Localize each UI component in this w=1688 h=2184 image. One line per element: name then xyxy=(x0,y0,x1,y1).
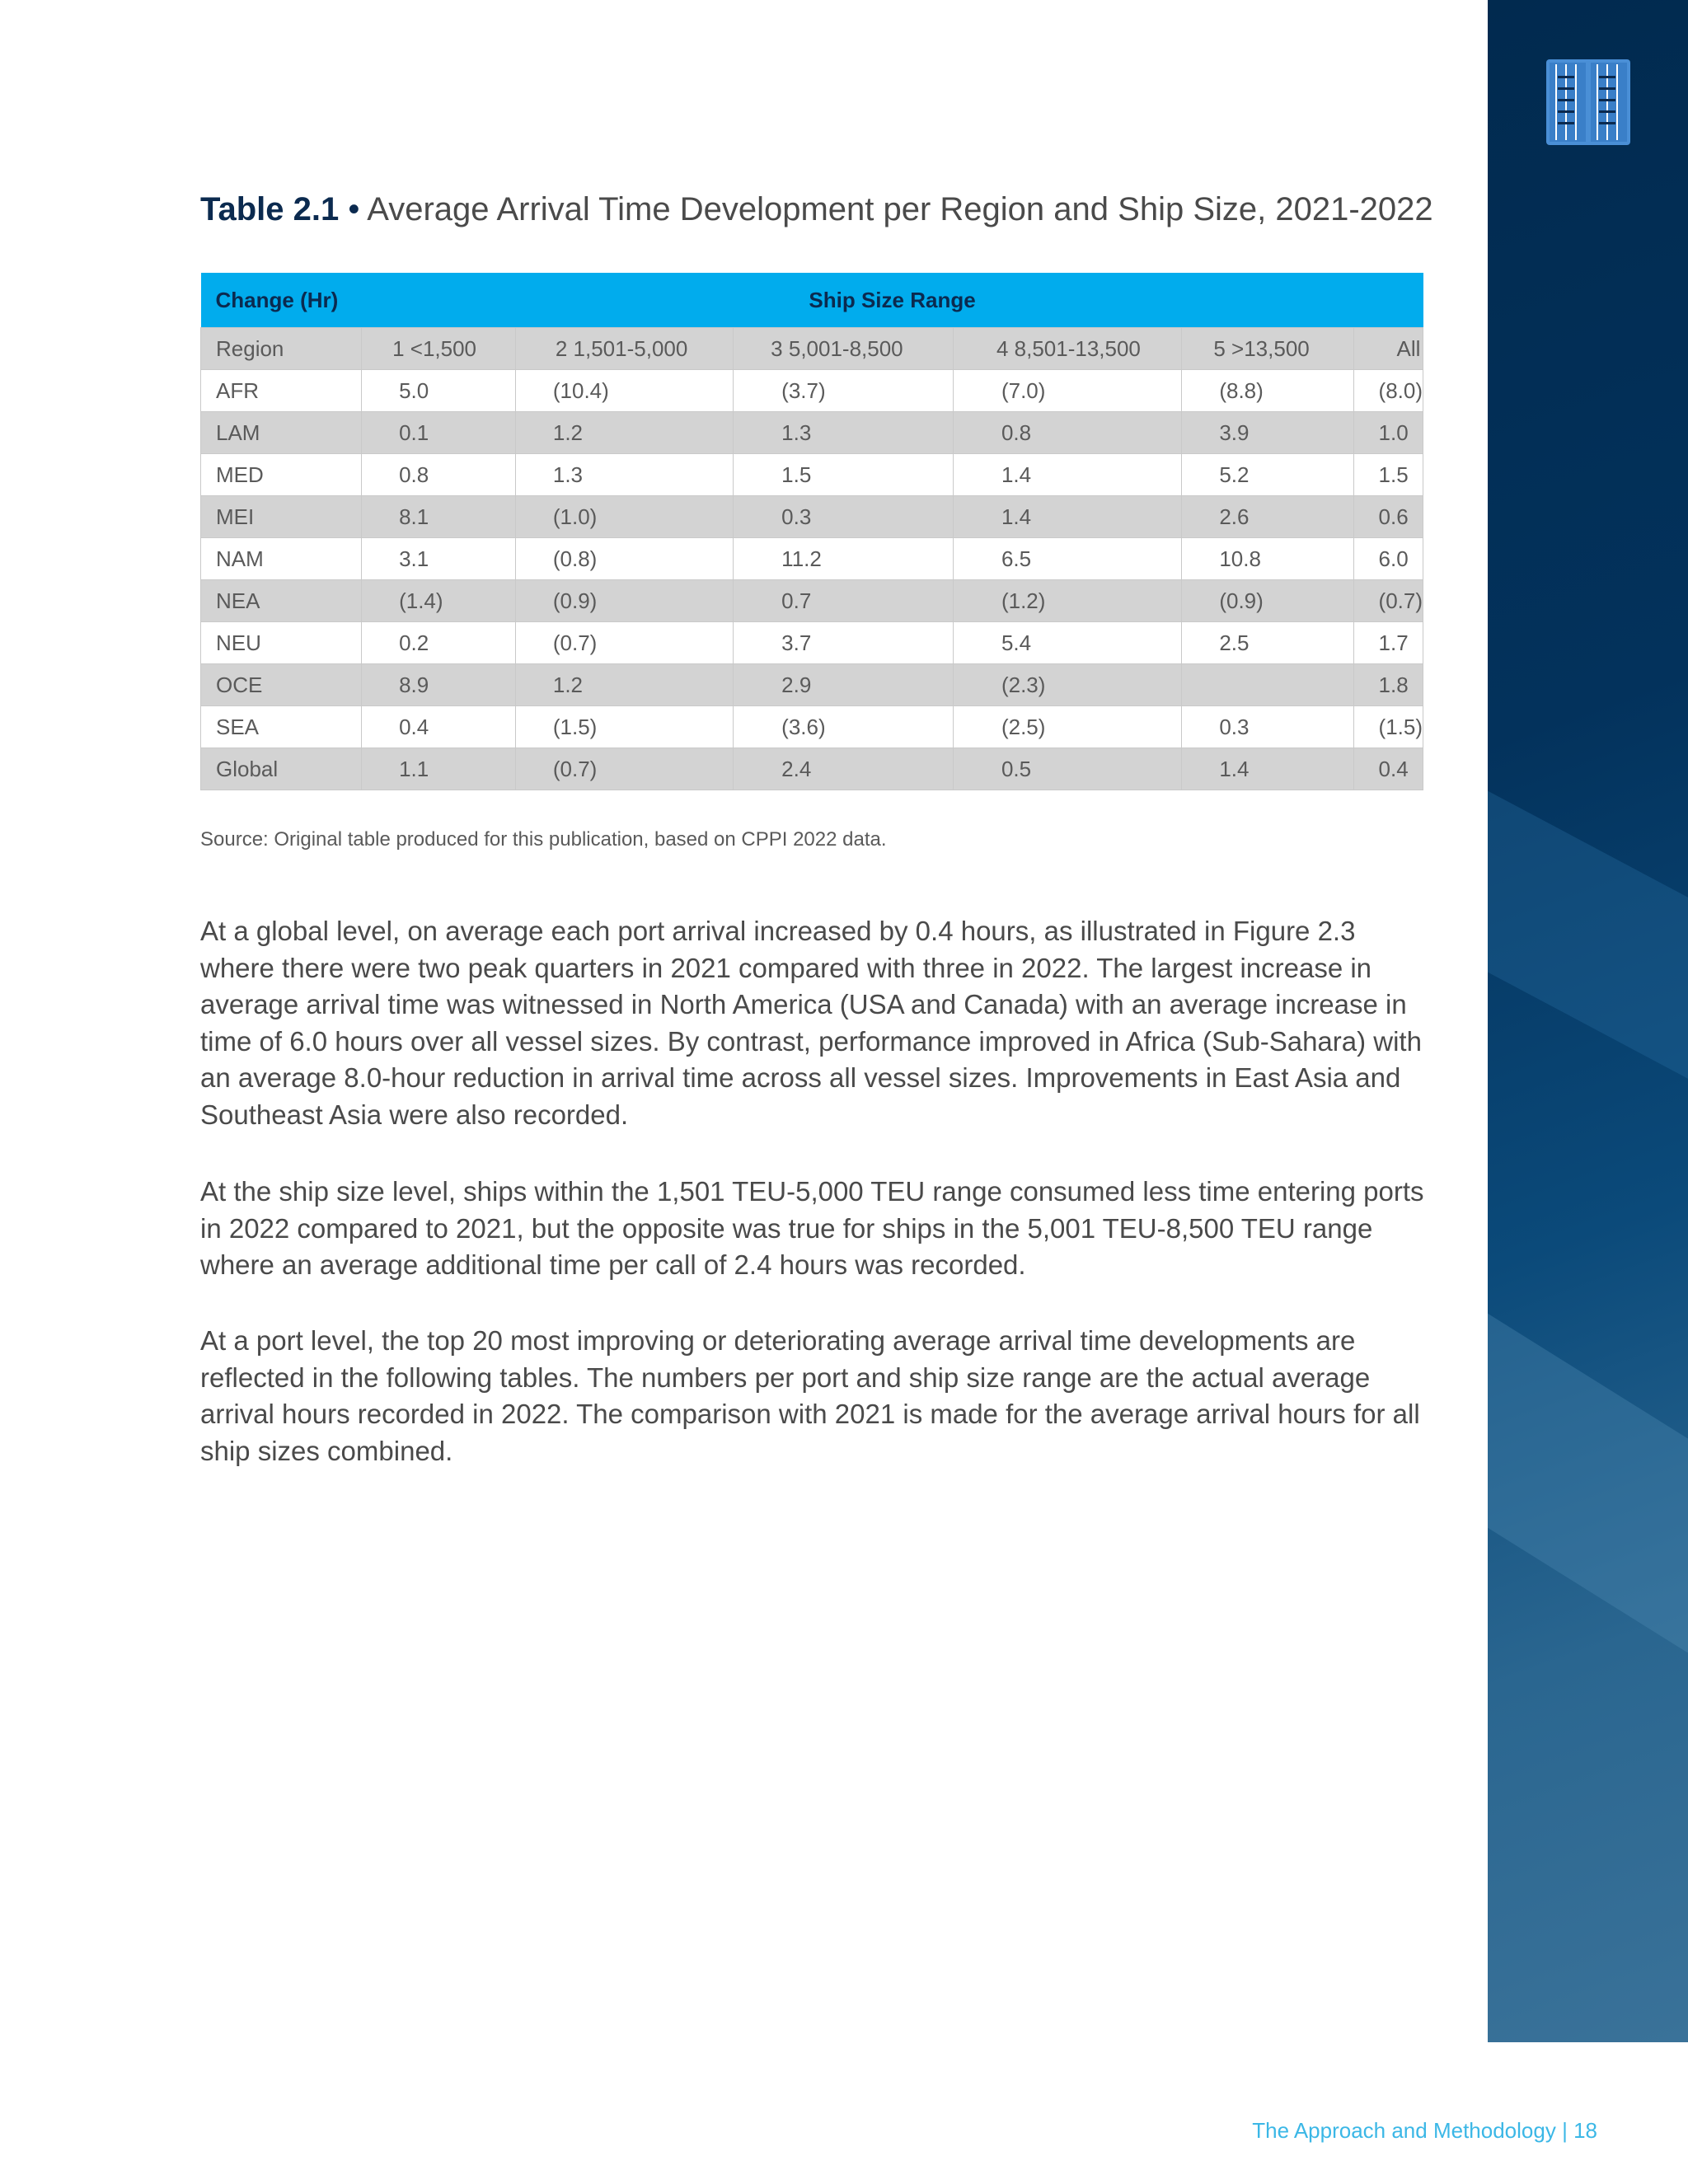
table-cell: 1.4 xyxy=(953,496,1181,538)
table-cell: (1.4) xyxy=(362,580,516,622)
table-cell: 1.2 xyxy=(515,664,733,706)
table-cell: 0.7 xyxy=(734,580,954,622)
table-cell: 0.1 xyxy=(362,412,516,454)
table-cell: 1.4 xyxy=(1182,748,1353,790)
table-cell: (1.5) xyxy=(515,706,733,748)
table-cell: NEU xyxy=(201,622,362,664)
table-cell: 1.0 xyxy=(1353,412,1423,454)
table-cell: (0.7) xyxy=(515,622,733,664)
table-cell: (3.7) xyxy=(734,370,954,412)
table-cell: 0.3 xyxy=(1182,706,1353,748)
band-stripe xyxy=(1488,1293,1688,1723)
body-paragraph: At a global level, on average each port arrival increased by 0.4 hours, as illustrated in Figure 2.3 where there were two peak quarters in 2021 compared with three in 2022. The largest increase in average arrival time was witnessed in North America (USA and Canada) with an average increase in time of 6.0 hours over all vessel sizes. By contrast, performance improved in Africa (Sub-Sahara) with an average 8.0-hour reduction in arrival time across all vessel sizes. Improvements in East Asia and Southeast Asia were also recorded. xyxy=(200,916,1422,1130)
table-cell: 2.6 xyxy=(1182,496,1353,538)
band-stripe xyxy=(1488,773,1688,1138)
table-cell: 0.4 xyxy=(1353,748,1423,790)
table-cell: 8.1 xyxy=(362,496,516,538)
table-cell: 8.9 xyxy=(362,664,516,706)
table-cell: (0.7) xyxy=(1353,580,1423,622)
column-header: 1 <1,500 xyxy=(362,328,516,370)
table-cell: 1.7 xyxy=(1353,622,1423,664)
table-cell: 2.9 xyxy=(734,664,954,706)
table-title-text: Average Arrival Time Development per Region and Ship Size, 2021-2022 xyxy=(367,191,1433,227)
column-header: 5 >13,500 xyxy=(1182,328,1353,370)
body-paragraph: At a port level, the top 20 most improving or deteriorating average arrival time developments are reflected in the following tables. The numbers per port and ship size range are the actual average arrival hours recorded in 2022. The comparison with 2021 is made for the average arrival hours for all ship sizes combined. xyxy=(200,1325,1420,1466)
table-row xyxy=(201,370,1423,412)
table-cell: 0.5 xyxy=(953,748,1181,790)
table-cell: OCE xyxy=(201,664,362,706)
table-header-row xyxy=(201,273,1423,328)
table-row xyxy=(201,748,1423,790)
table-row xyxy=(201,706,1423,748)
table-row xyxy=(201,538,1423,580)
table-cell: 0.6 xyxy=(1353,496,1423,538)
column-header: 3 5,001-8,500 xyxy=(734,328,954,370)
table-cell: 0.3 xyxy=(734,496,954,538)
table-cell: (2.5) xyxy=(953,706,1181,748)
table-cell: NEA xyxy=(201,580,362,622)
table-cell: MED xyxy=(201,454,362,496)
page-footer xyxy=(1252,2118,1597,2144)
table-cell: 1.2 xyxy=(515,412,733,454)
column-header-row xyxy=(201,328,1423,370)
column-header: 2 1,501-5,000 xyxy=(515,328,733,370)
column-header: Region xyxy=(201,328,362,370)
table-row xyxy=(201,622,1423,664)
table-cell: 1.5 xyxy=(1353,454,1423,496)
side-decorative-band xyxy=(1488,0,1688,2042)
table-cell: 1.3 xyxy=(734,412,954,454)
title-bullet: • xyxy=(348,191,360,227)
table-row xyxy=(201,496,1423,538)
header-ship-size-range: Ship Size Range xyxy=(362,273,1423,328)
table-cell: (2.3) xyxy=(953,664,1181,706)
table-cell: 2.4 xyxy=(734,748,954,790)
table-cell: 5.0 xyxy=(362,370,516,412)
table-cell: 5.4 xyxy=(953,622,1181,664)
table-row xyxy=(201,580,1423,622)
table-cell: (7.0) xyxy=(953,370,1181,412)
table-cell: 6.0 xyxy=(1353,538,1423,580)
header-change-hr: Change (Hr) xyxy=(201,273,362,328)
table-cell: 10.8 xyxy=(1182,538,1353,580)
table-cell: 2.5 xyxy=(1182,622,1353,664)
table-cell: (8.8) xyxy=(1182,370,1353,412)
table-cell: 1.8 xyxy=(1353,664,1423,706)
table-title xyxy=(200,191,1433,228)
table-cell: (0.9) xyxy=(515,580,733,622)
table-cell: 5.2 xyxy=(1182,454,1353,496)
table-cell: (3.6) xyxy=(734,706,954,748)
table-source-note: Source: Original table produced for this publication, based on CPPI 2022 data. xyxy=(200,828,887,851)
table-row xyxy=(201,664,1423,706)
footer-section-name: The Approach and Methodology xyxy=(1252,2118,1556,2143)
table-cell: 0.2 xyxy=(362,622,516,664)
shipping-container-icon xyxy=(1546,59,1630,145)
table-cell xyxy=(1182,664,1353,706)
table-cell: 3.9 xyxy=(1182,412,1353,454)
table-cell: NAM xyxy=(201,538,362,580)
table-cell: 3.7 xyxy=(734,622,954,664)
table-cell: Global xyxy=(201,748,362,790)
table-cell: (0.8) xyxy=(515,538,733,580)
column-header: 4 8,501-13,500 xyxy=(953,328,1181,370)
table-cell: SEA xyxy=(201,706,362,748)
table-cell: AFR xyxy=(201,370,362,412)
table-row xyxy=(201,454,1423,496)
table-cell: (1.2) xyxy=(953,580,1181,622)
table-cell: (8.0) xyxy=(1353,370,1423,412)
table-cell: 0.4 xyxy=(362,706,516,748)
table-cell: 1.1 xyxy=(362,748,516,790)
table-cell: 6.5 xyxy=(953,538,1181,580)
table-cell: 1.5 xyxy=(734,454,954,496)
table-cell: 1.3 xyxy=(515,454,733,496)
table-title-number: Table 2.1 xyxy=(200,191,340,227)
table-cell: LAM xyxy=(201,412,362,454)
column-header: All xyxy=(1353,328,1423,370)
body-paragraph: At the ship size level, ships within the 1,501 TEU-5,000 TEU range consumed less time entering ports in 2022 compared to 2021, but the opposite was true for ships in the 5,001 TEU-8,500 TEU range where an average additional time per call of 2.4 hours was recorded. xyxy=(200,1176,1424,1280)
table-cell: (10.4) xyxy=(515,370,733,412)
table-cell: (1.5) xyxy=(1353,706,1423,748)
table-cell: (1.0) xyxy=(515,496,733,538)
table-cell: (0.7) xyxy=(515,748,733,790)
table-row xyxy=(201,412,1423,454)
table-cell: 11.2 xyxy=(734,538,954,580)
table-cell: (0.9) xyxy=(1182,580,1353,622)
table-cell: MEI xyxy=(201,496,362,538)
arrival-time-table xyxy=(200,273,1423,790)
table-cell: 3.1 xyxy=(362,538,516,580)
table-cell: 1.4 xyxy=(953,454,1181,496)
table-cell: 0.8 xyxy=(362,454,516,496)
footer-separator: | xyxy=(1562,2118,1568,2143)
page-number: 18 xyxy=(1573,2118,1597,2143)
table-cell: 0.8 xyxy=(953,412,1181,454)
